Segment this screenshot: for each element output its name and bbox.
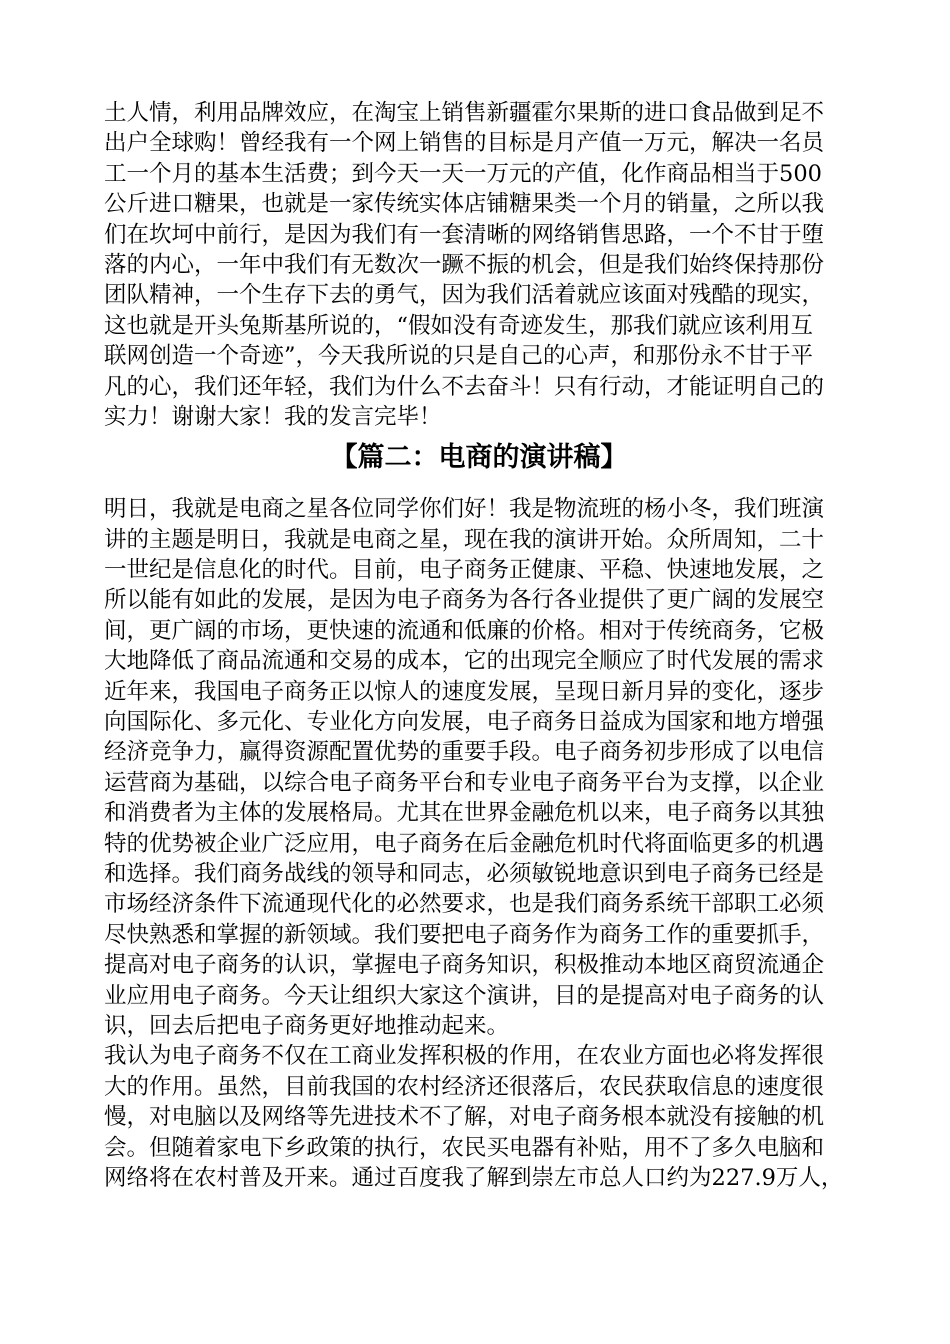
text-line: 大地降低了商品流通和交易的成本，它的出现完全顺应了时代发展的需求 [104, 648, 825, 675]
text-line: 落的内心，一年中我们有无数次一蹶不振的机会，但是我们始终保持那份 [104, 251, 825, 278]
text-line: 明日，我就是电商之星各位同学你们好！我是物流班的杨小冬，我们班演 [104, 496, 825, 523]
text-line: 提高对电子商务的认识，掌握电子商务知识，积极推动本地区商贸流通企 [104, 952, 825, 979]
text-line: 公斤进口糖果，也就是一家传统实体店铺糖果类一个月的销量，之所以我 [104, 191, 825, 218]
text-line: 土人情，利用品牌效应，在淘宝上销售新疆霍尔果斯的进口食品做到足不 [104, 100, 825, 126]
text-line: 市场经济条件下流通现代化的必然要求，也是我们商务系统干部职工必须 [104, 891, 825, 918]
text-line: 实力！谢谢大家！我的发言完毕！ [104, 403, 442, 430]
text-line: 这也就是开头兔斯基所说的，“假如没有奇迹发生，那我们就应该利用互 [104, 312, 814, 339]
text-line: 向国际化、多元化、专业化方向发展，电子商务日益成为国家和地方增强 [104, 709, 825, 736]
text-line: 业应用电子商务。今天让组织大家这个演讲，目的是提高对电子商务的认 [104, 982, 825, 1009]
paragraph-section-1 [104, 98, 854, 432]
text-line: 和选择。我们商务战线的领导和同志，必须敏锐地意识到电子商务已经是 [104, 860, 825, 887]
text-line: 间，更广阔的市场，更快速的流通和低廉的价格。相对于传统商务，它极 [104, 617, 825, 644]
text-line: 会。但随着家电下乡政策的执行，农民买电器有补贴，用不了多久电脑和 [104, 1134, 825, 1161]
text-line: 一世纪是信息化的时代。目前，电子商务正健康、平稳、快速地发展，之 [104, 557, 825, 584]
document-body [104, 98, 854, 1193]
text-line: 我认为电子商务不仅在工商业发挥积极的作用，在农业方面也必将发挥很 [104, 1043, 825, 1070]
text-line: 大的作用。虽然，目前我国的农村经济还很落后，农民获取信息的速度很 [104, 1073, 825, 1100]
text-line: 讲的主题是明日，我就是电商之星，现在我的演讲开始。众所周知，二十 [104, 526, 825, 553]
text-line: 和消费者为主体的发展格局。尤其在世界金融危机以来，电子商务以其独 [104, 800, 825, 827]
text-line: 团队精神，一个生存下去的勇气，因为我们活着就应该面对残酷的现实， [104, 282, 825, 309]
text-line: 所以能有如此的发展，是因为电子商务为各行各业提供了更广阔的发展空 [104, 587, 825, 614]
text-line: 慢，对电脑以及网络等先进技术不了解，对电子商务根本就没有接触的机 [104, 1104, 825, 1131]
paragraph-section-2 [104, 494, 854, 1193]
section-heading: 【篇二：电商的演讲稿】 [330, 442, 628, 474]
text-line: 联网创造一个奇迹”，今天我所说的只是自己的心声，和那份永不甘于平 [104, 343, 814, 370]
text-line: 识，回去后把电子商务更好地推动起来。 [104, 1012, 510, 1039]
text-line: 经济竞争力，赢得资源配置优势的重要手段。电子商务初步形成了以电信 [104, 739, 825, 766]
text-line: 运营商为基础，以综合电子商务平台和专业电子商务平台为支撑，以企业 [104, 769, 825, 796]
text-line: 网络将在农村普及开来。通过百度我了解到崇左市总人口约为227.9万人， [104, 1164, 844, 1191]
text-line: 凡的心，我们还年轻，我们为什么不去奋斗！只有行动，才能证明自己的 [104, 373, 825, 400]
text-line: 们在坎坷中前行，是因为我们有一套清晰的网络销售思路，一个不甘于堕 [104, 221, 825, 248]
text-line: 尽快熟悉和掌握的新领域。我们要把电子商务作为商务工作的重要抓手， [104, 921, 825, 948]
text-line: 工一个月的基本生活费；到今天一天一万元的产值，化作商品相当于500 [104, 160, 822, 187]
text-line: 近年来，我国电子商务正以惊人的速度发展，呈现日新月异的变化，逐步 [104, 678, 825, 705]
text-line: 出户全球购！曾经我有一个网上销售的目标是月产值一万元，解决一名员 [104, 130, 825, 157]
text-line: 特的优势被企业广泛应用，电子商务在后金融危机时代将面临更多的机遇 [104, 830, 825, 857]
